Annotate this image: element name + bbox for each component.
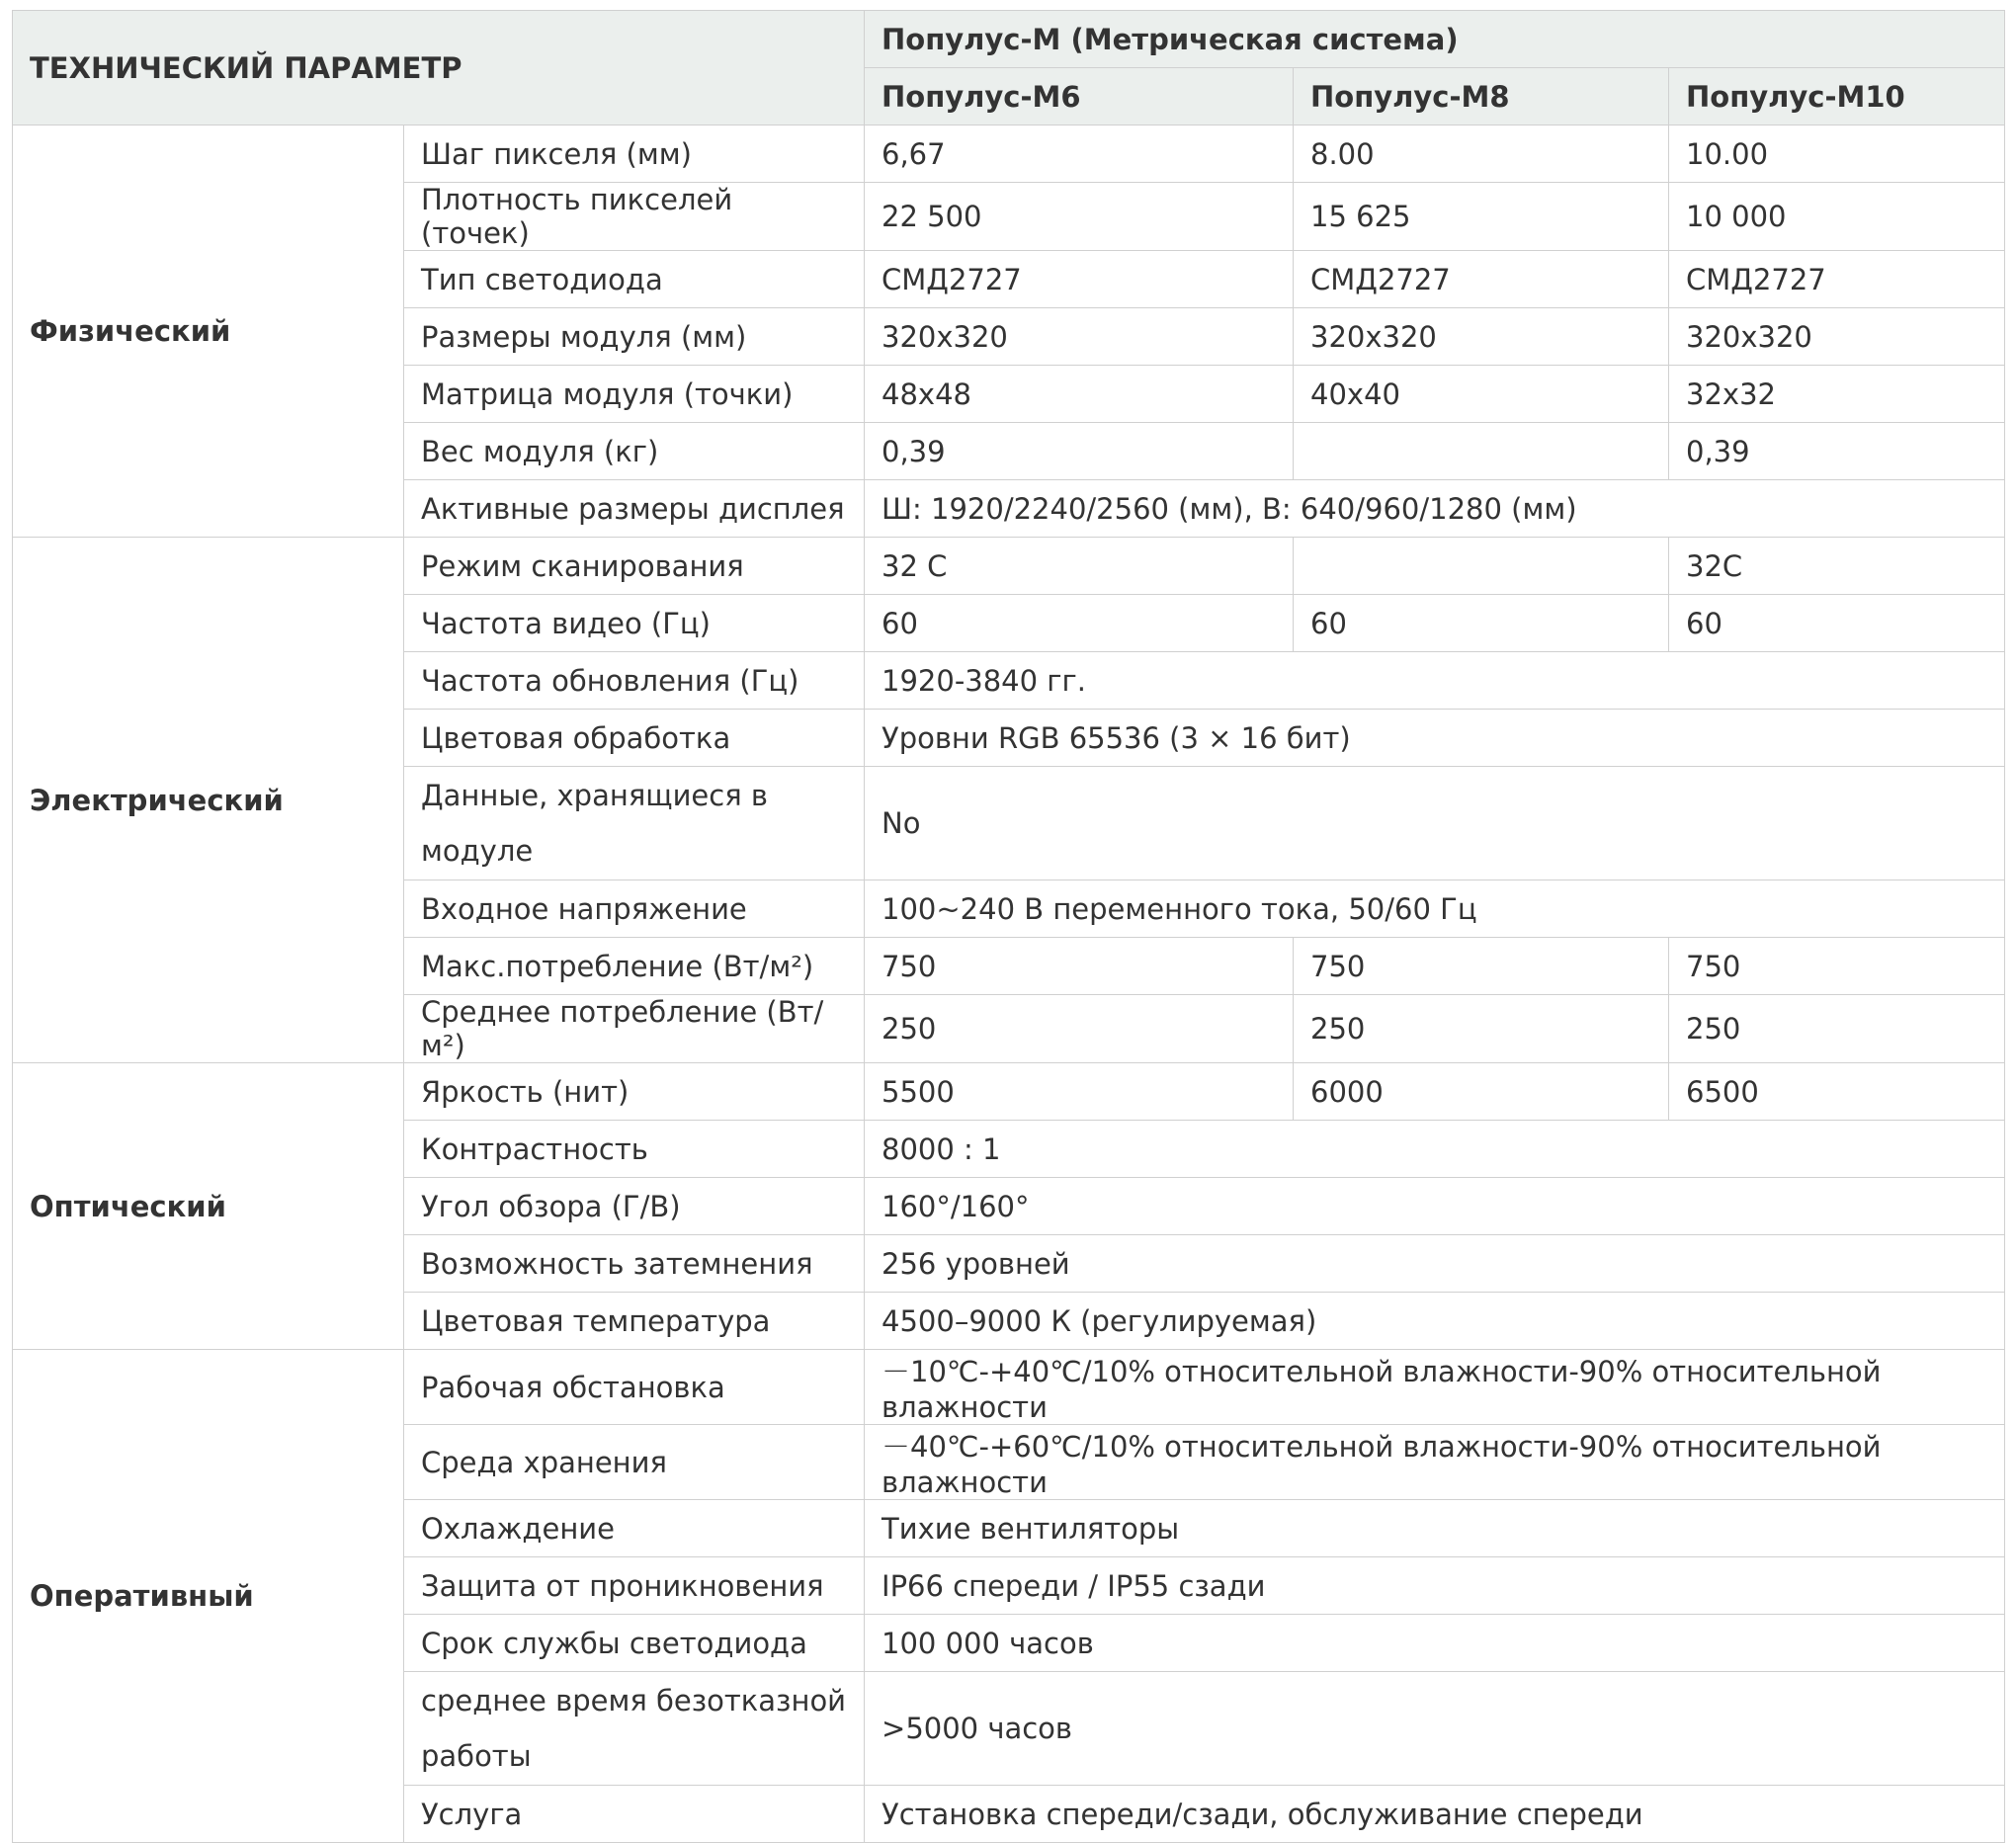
value-cell: 750 <box>1294 938 1669 995</box>
value-cell: 40x40 <box>1294 366 1669 423</box>
series-title: Популус-М (Метрическая система) <box>865 11 2005 68</box>
value-cell: 250 <box>865 995 1294 1063</box>
param-label-cell: Возможность затемнения <box>404 1235 865 1293</box>
category-cell: Оптический <box>13 1063 404 1350</box>
param-label-cell: Активные размеры дисплея <box>404 480 865 538</box>
table-row <box>13 1350 2005 1425</box>
value-cell: 1920-3840 гг. <box>865 652 2005 710</box>
value-cell: Установка спереди/сзади, обслуживание спереди <box>865 1786 2005 1843</box>
model-header: Популус-М8 <box>1294 68 1669 126</box>
param-label-cell: Контрастность <box>404 1121 865 1178</box>
value-cell: 6000 <box>1294 1063 1669 1121</box>
param-label-cell: Услуга <box>404 1786 865 1843</box>
value-cell: 0,39 <box>1669 423 2005 480</box>
value-cell: 10 000 <box>1669 183 2005 251</box>
param-label-cell: Угол обзора (Г/В) <box>404 1178 865 1235</box>
value-cell <box>1294 423 1669 480</box>
table-body <box>13 126 2005 1843</box>
value-cell: 160°/160° <box>865 1178 2005 1235</box>
value-cell: 60 <box>1294 595 1669 652</box>
value-cell: －10℃-+40℃/10% относительной влажности-90% относительной влажности <box>865 1350 2005 1425</box>
table-row <box>13 126 2005 183</box>
param-label-cell: Входное напряжение <box>404 880 865 938</box>
param-title: ТЕХНИЧЕСКИЙ ПАРАМЕТР <box>13 11 865 126</box>
value-cell: 32x32 <box>1669 366 2005 423</box>
value-cell: 8.00 <box>1294 126 1669 183</box>
value-cell: 48x48 <box>865 366 1294 423</box>
table-row <box>13 1063 2005 1121</box>
value-cell: No <box>865 767 2005 880</box>
value-cell: 100 000 часов <box>865 1615 2005 1672</box>
value-cell: 320x320 <box>1669 308 2005 366</box>
value-cell: 320x320 <box>865 308 1294 366</box>
value-cell: －40℃-+60℃/10% относительной влажности-90% относительной влажности <box>865 1425 2005 1500</box>
param-label-cell: Макс.потребление (Вт/м²) <box>404 938 865 995</box>
value-cell: 5500 <box>865 1063 1294 1121</box>
value-cell: 15 625 <box>1294 183 1669 251</box>
value-cell: СМД2727 <box>1669 251 2005 308</box>
param-label-cell: Матрица модуля (точки) <box>404 366 865 423</box>
model-header: Популус-М6 <box>865 68 1294 126</box>
param-label-cell: Шаг пикселя (мм) <box>404 126 865 183</box>
table-row <box>13 538 2005 595</box>
value-cell: IP66 спереди / IP55 сзади <box>865 1557 2005 1615</box>
param-label-cell: Вес модуля (кг) <box>404 423 865 480</box>
value-cell: Ш: 1920/2240/2560 (мм), В: 640/960/1280 (мм) <box>865 480 2005 538</box>
value-cell: 250 <box>1669 995 2005 1063</box>
param-label-cell: Среднее потребление (Вт/м²) <box>404 995 865 1063</box>
value-cell: >5000 часов <box>865 1672 2005 1786</box>
value-cell: 6,67 <box>865 126 1294 183</box>
value-cell: 100~240 В переменного тока, 50/60 Гц <box>865 880 2005 938</box>
value-cell: 6500 <box>1669 1063 2005 1121</box>
param-label-cell: Срок службы светодиода <box>404 1615 865 1672</box>
model-header: Популус-М10 <box>1669 68 2005 126</box>
value-cell: 4500–9000 К (регулируемая) <box>865 1293 2005 1350</box>
value-cell: 22 500 <box>865 183 1294 251</box>
value-cell: 32С <box>1669 538 2005 595</box>
value-cell: 750 <box>1669 938 2005 995</box>
param-label-cell: Режим сканирования <box>404 538 865 595</box>
value-cell: 10.00 <box>1669 126 2005 183</box>
param-label-cell: Данные, хранящиеся в модуле <box>404 767 865 880</box>
value-cell: 320x320 <box>1294 308 1669 366</box>
param-label-cell: Тип светодиода <box>404 251 865 308</box>
category-cell: Оперативный <box>13 1350 404 1843</box>
param-label-cell: Охлаждение <box>404 1500 865 1557</box>
value-cell: 8000 : 1 <box>865 1121 2005 1178</box>
param-label-cell: Яркость (нит) <box>404 1063 865 1121</box>
value-cell: 32 С <box>865 538 1294 595</box>
value-cell: СМД2727 <box>1294 251 1669 308</box>
value-cell: 256 уровней <box>865 1235 2005 1293</box>
value-cell: Тихие вентиляторы <box>865 1500 2005 1557</box>
param-label-cell: Цветовая температура <box>404 1293 865 1350</box>
value-cell: Уровни RGB 65536 (3 × 16 бит) <box>865 710 2005 767</box>
spec-table <box>12 10 2005 1843</box>
category-cell: Электрический <box>13 538 404 1063</box>
param-label-cell: Защита от проникновения <box>404 1557 865 1615</box>
param-label-cell: Частота обновления (Гц) <box>404 652 865 710</box>
param-label-cell: Рабочая обстановка <box>404 1350 865 1425</box>
param-label-cell: Плотность пикселей (точек) <box>404 183 865 251</box>
param-label-cell: Цветовая обработка <box>404 710 865 767</box>
value-cell: СМД2727 <box>865 251 1294 308</box>
param-label-cell: Размеры модуля (мм) <box>404 308 865 366</box>
param-label-cell: Среда хранения <box>404 1425 865 1500</box>
value-cell: 0,39 <box>865 423 1294 480</box>
value-cell: 750 <box>865 938 1294 995</box>
value-cell: 250 <box>1294 995 1669 1063</box>
category-cell: Физический <box>13 126 404 538</box>
param-label-cell: Частота видео (Гц) <box>404 595 865 652</box>
table-header <box>13 11 2005 126</box>
value-cell <box>1294 538 1669 595</box>
param-label-cell: среднее время безотказной работы <box>404 1672 865 1786</box>
value-cell: 60 <box>865 595 1294 652</box>
value-cell: 60 <box>1669 595 2005 652</box>
